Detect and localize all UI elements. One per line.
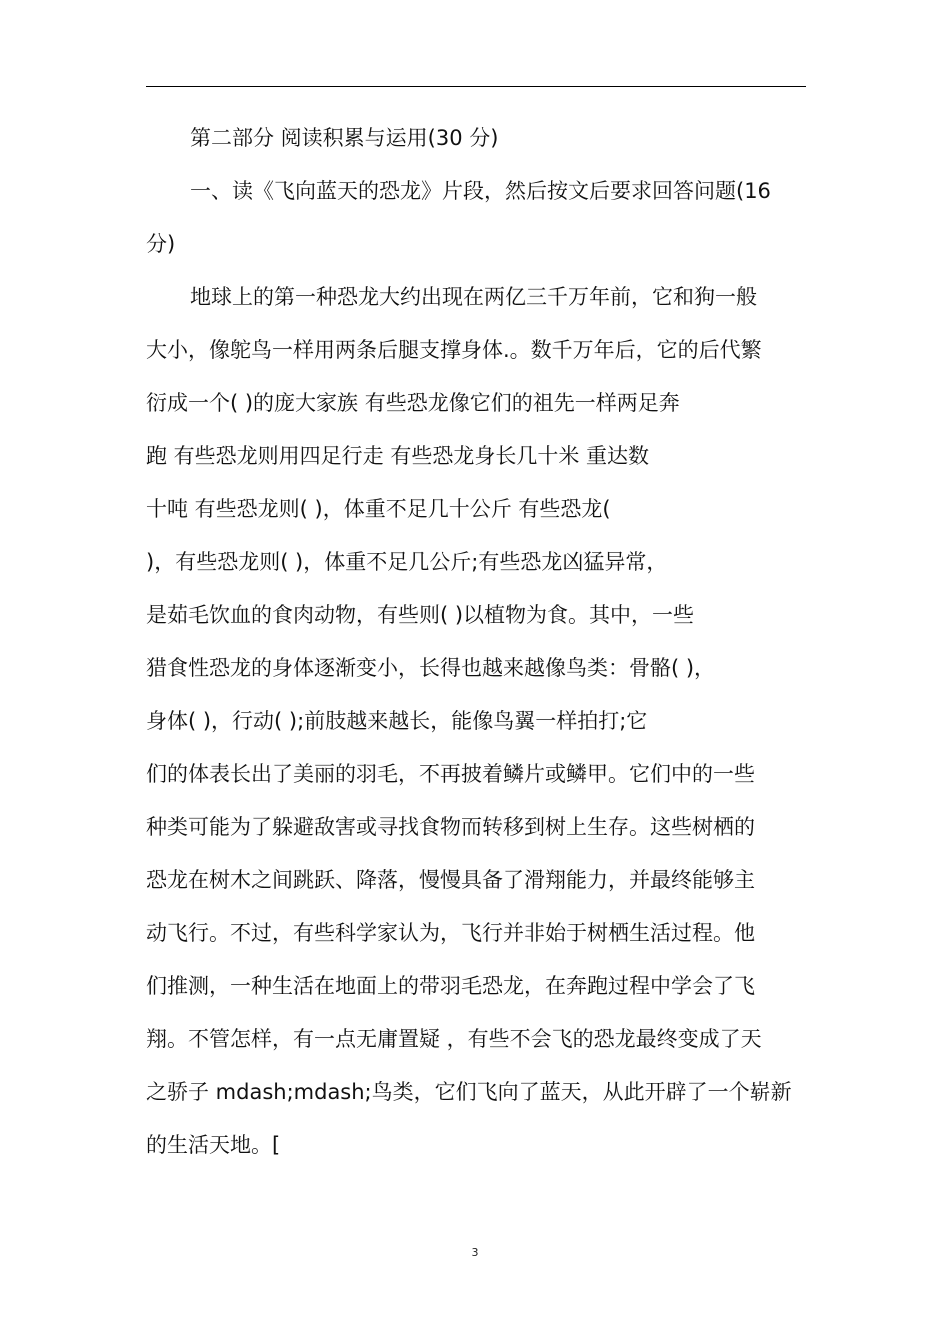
passage-line: )，有些恐龙则( )，体重不足几公斤;有些恐龙凶猛异常， [146, 550, 668, 574]
document-body [146, 112, 806, 1172]
passage-line: 种类可能为了躲避敌害或寻找食物而转移到树上生存。这些树栖的 [146, 815, 755, 839]
passage-line: 们推测，一种生活在地面上的带羽毛恐龙，在奔跑过程中学会了飞 [146, 974, 755, 998]
page-number: 3 [471, 1246, 479, 1259]
passage-line: 大小，像鸵鸟一样用两条后腿支撑身体.。数千万年后，它的后代繁 [146, 338, 762, 362]
passage-line: 猎食性恐龙的身体逐渐变小，长得也越来越像鸟类：骨骼( )， [146, 656, 716, 680]
question-line: 分) [146, 232, 176, 256]
passage-line: 翔。不管怎样，有一点无庸置疑 ，有些不会飞的恐龙最终变成了天 [146, 1027, 762, 1051]
question-line: 一、读《飞向蓝天的恐龙》片段，然后按文后要求回答问题(16 [190, 179, 771, 203]
section-title: 第二部分 阅读积累与运用(30 分) [190, 126, 499, 150]
passage-line: 跑 有些恐龙则用四足行走 有些恐龙身长几十米 重达数 [146, 444, 650, 468]
passage-line: 是茹毛饮血的食肉动物，有些则( )以植物为食。其中，一些 [146, 603, 695, 627]
passage-line: 们的体表长出了美丽的羽毛，不再披着鳞片或鳞甲。它们中的一些 [146, 762, 755, 786]
passage-line: 的生活天地。[ [146, 1133, 281, 1157]
passage-line: 身体( )，行动( );前肢越来越长，能像鸟翼一样拍打;它 [146, 709, 648, 733]
passage-line: 恐龙在树木之间跳跃、降落，慢慢具备了滑翔能力，并最终能够主 [146, 868, 755, 892]
passage-line: 地球上的第一种恐龙大约出现在两亿三千万年前，它和狗一般 [190, 285, 757, 309]
header-rule [146, 86, 806, 87]
passage-line: 之骄子 mdash;mdash;鸟类，它们飞向了蓝天，从此开辟了一个崭新 [146, 1080, 792, 1104]
passage-line: 动飞行。不过，有些科学家认为，飞行并非始于树栖生活过程。他 [146, 921, 755, 945]
passage-line: 十吨 有些恐龙则( )，体重不足几十公斤 有些恐龙( [146, 497, 611, 521]
passage-line: 衍成一个( )的庞大家族 有些恐龙像它们的祖先一样两足奔 [146, 391, 680, 415]
